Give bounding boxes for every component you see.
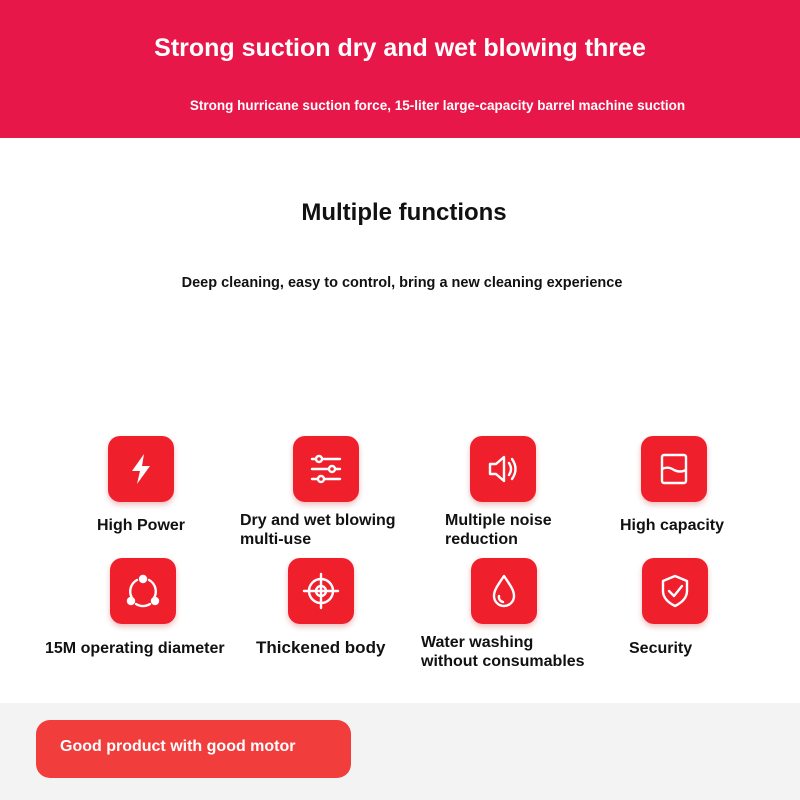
- shield-check-icon: [642, 558, 708, 624]
- section-title: Multiple functions: [301, 199, 507, 226]
- feature-label-dry-wet: Dry and wet blowing multi-use: [240, 512, 396, 548]
- feature-label-water-washing: Water washing without consumables: [421, 634, 585, 670]
- section-subtitle: Deep cleaning, easy to control, bring a new cleaning experience: [181, 275, 623, 291]
- header-banner: [0, 0, 800, 138]
- capacity-icon: [641, 436, 707, 502]
- lightning-icon: [108, 436, 174, 502]
- diameter-icon: [110, 558, 176, 624]
- crosshair-icon: [288, 558, 354, 624]
- speaker-icon: [470, 436, 536, 502]
- feature-label-high-capacity: High capacity: [620, 517, 725, 534]
- sliders-icon: [293, 436, 359, 502]
- banner-title: Strong suction dry and wet blowing three: [154, 34, 646, 62]
- banner-subtitle: Strong hurricane suction force, 15-liter large-capacity barrel machine suction: [189, 98, 686, 113]
- feature-label-security: Security: [629, 640, 693, 657]
- feature-label-thickened-body: Thickened body: [256, 638, 386, 657]
- water-drop-icon: [471, 558, 537, 624]
- feature-label-operating-diameter: 15M operating diameter: [45, 640, 225, 657]
- feature-label-noise-reduction: Multiple noise reduction: [445, 512, 552, 548]
- good-motor-button[interactable]: Good product with good motor: [36, 720, 351, 778]
- feature-label-high-power: High Power: [97, 517, 186, 534]
